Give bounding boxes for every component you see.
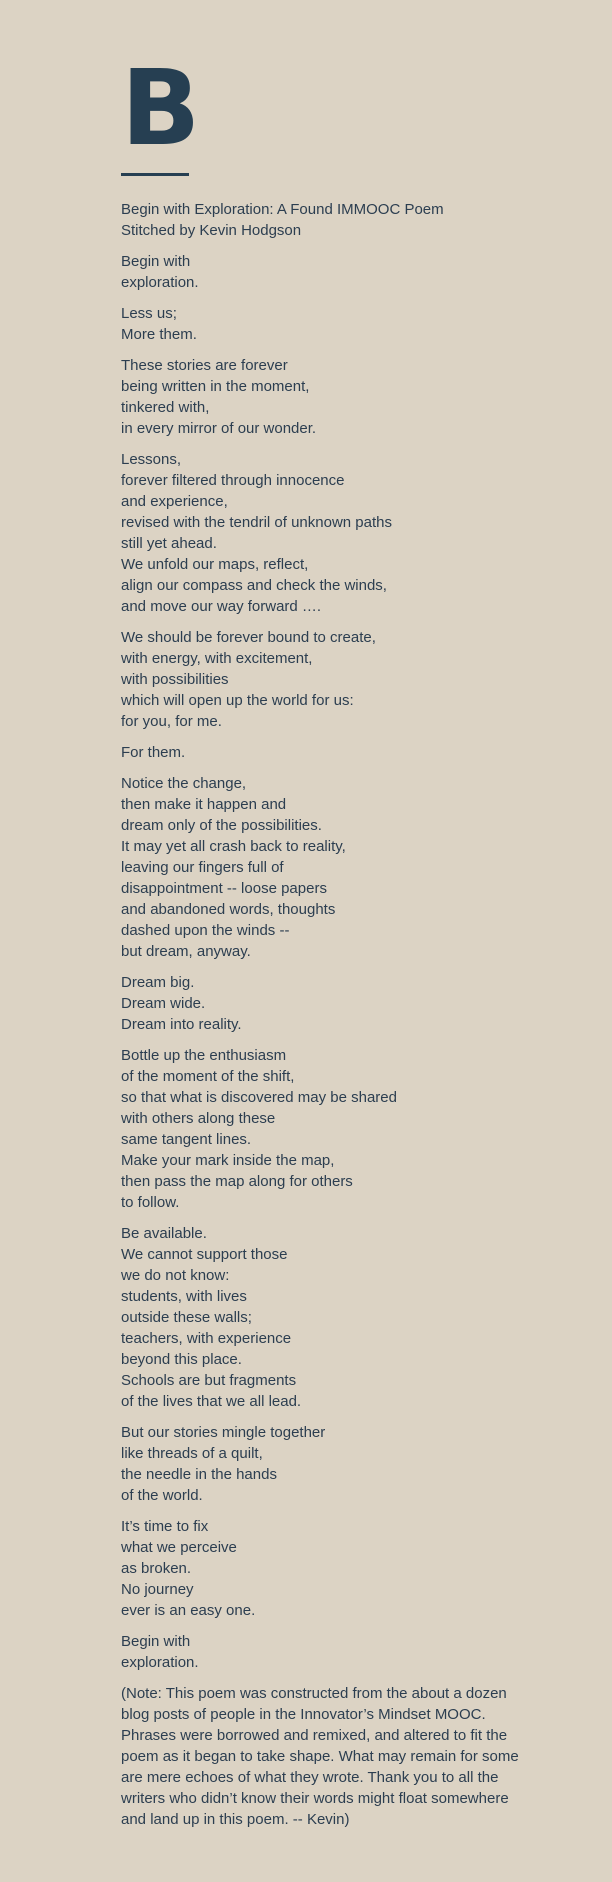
poem-line: revised with the tendril of unknown paths: [121, 514, 392, 531]
poem-line: Less us;: [121, 305, 177, 322]
stanza: [121, 1516, 521, 1621]
poem-line: Dream wide.: [121, 995, 206, 1012]
poem-line: which will open up the world for us:: [121, 692, 354, 709]
poem-line: align our compass and check the winds,: [121, 577, 387, 594]
poem-line: students, with lives: [121, 1288, 247, 1305]
poem-line: same tangent lines.: [121, 1131, 252, 1148]
poem-line: leaving our fingers full of: [121, 859, 284, 876]
poem-line: forever filtered through innocence: [121, 472, 345, 489]
poem-header: [121, 199, 521, 241]
poem-line: dashed upon the winds --: [121, 922, 290, 939]
poem-line: what we perceive: [121, 1539, 237, 1556]
poem-line: Notice the change,: [121, 775, 247, 792]
poem-line: as broken.: [121, 1560, 192, 1577]
poem-line: For them.: [121, 744, 186, 761]
poem-line: beyond this place.: [121, 1351, 242, 1368]
poem-line: but dream, anyway.: [121, 943, 251, 960]
poem-line: We unfold our maps, reflect,: [121, 556, 309, 573]
poem-line: disappointment -- loose papers: [121, 880, 327, 897]
poem-line: of the world.: [121, 1487, 203, 1504]
stanza: [121, 251, 521, 293]
poem-line: Make your mark inside the map,: [121, 1152, 335, 1169]
poem-line: of the lives that we all lead.: [121, 1393, 302, 1410]
poem-byline: Stitched by Kevin Hodgson: [121, 222, 302, 239]
poem-line: More them.: [121, 326, 197, 343]
poem-line: with possibilities: [121, 671, 229, 688]
poem-line: It may yet all crash back to reality,: [121, 838, 346, 855]
poem-line: the needle in the hands: [121, 1466, 277, 1483]
poem-line: of the moment of the shift,: [121, 1068, 295, 1085]
poem-line: Schools are but fragments: [121, 1372, 297, 1389]
poem-line: tinkered with,: [121, 399, 210, 416]
poem-line: Dream big.: [121, 974, 195, 991]
poem-line: dream only of the possibilities.: [121, 817, 322, 834]
poem-line: in every mirror of our wonder.: [121, 420, 317, 437]
poem-line: These stories are forever: [121, 357, 288, 374]
poem-line: and abandoned words, thoughts: [121, 901, 336, 918]
drop-cap-letter: B: [121, 47, 200, 169]
poem-title: Begin with Exploration: A Found IMMOOC Poem: [121, 201, 444, 218]
poem-line: ever is an easy one.: [121, 1602, 256, 1619]
poem-line: like threads of a quilt,: [121, 1445, 263, 1462]
poem-line: Begin with: [121, 253, 191, 270]
poem-line: exploration.: [121, 1654, 199, 1671]
poem-line: But our stories mingle together: [121, 1424, 326, 1441]
stanza: [121, 355, 521, 439]
poem-line: It’s time to fix: [121, 1518, 209, 1535]
stanza: [121, 1223, 521, 1412]
poem-line: with others along these: [121, 1110, 276, 1127]
drop-cap-divider: [121, 173, 189, 176]
stanza: [121, 303, 521, 345]
poem-line: to follow.: [121, 1194, 180, 1211]
poem-line: No journey: [121, 1581, 194, 1598]
poem-line: We cannot support those: [121, 1246, 288, 1263]
stanza: [121, 773, 521, 962]
stanza: [121, 449, 521, 617]
poem-line: Be available.: [121, 1225, 207, 1242]
poem-line: outside these walls;: [121, 1309, 252, 1326]
stanza: [121, 1045, 521, 1213]
author-note: (Note: This poem was constructed from the about a dozen blog posts of people in the Innovator’s Mindset MOOC. Phrases were borrowed and remixed, and altered to fit the poem as it began to take shape. What may remain for some are mere echoes of what they wrote. Thank you to all the writers who didn’t know their words might float somewhere and land up in this poem. -- Kevin): [121, 1685, 519, 1828]
poem-line: we do not know:: [121, 1267, 230, 1284]
poem-line: then pass the map along for others: [121, 1173, 353, 1190]
stanza: [121, 742, 521, 763]
poem-line: so that what is discovered may be shared: [121, 1089, 397, 1106]
poem-line: Dream into reality.: [121, 1016, 242, 1033]
poem-line: and move our way forward ….: [121, 598, 322, 615]
poem-line: Lessons,: [121, 451, 182, 468]
poem-line: still yet ahead.: [121, 535, 217, 552]
poem-line: being written in the moment,: [121, 378, 310, 395]
poem-line: Begin with: [121, 1633, 191, 1650]
poem-line: with energy, with excitement,: [121, 650, 313, 667]
poem-body: [121, 251, 521, 1673]
stanza: [121, 1631, 521, 1673]
poem-article: [121, 47, 521, 1845]
poem-line: Bottle up the enthusiasm: [121, 1047, 287, 1064]
poem-line: teachers, with experience: [121, 1330, 292, 1347]
poem-line: then make it happen and: [121, 796, 287, 813]
poem-line: and experience,: [121, 493, 228, 510]
stanza: [121, 1422, 521, 1506]
poem-line: exploration.: [121, 274, 199, 291]
stanza: [121, 627, 521, 732]
stanza: [121, 972, 521, 1035]
poem-line: We should be forever bound to create,: [121, 629, 376, 646]
poem-line: for you, for me.: [121, 713, 222, 730]
